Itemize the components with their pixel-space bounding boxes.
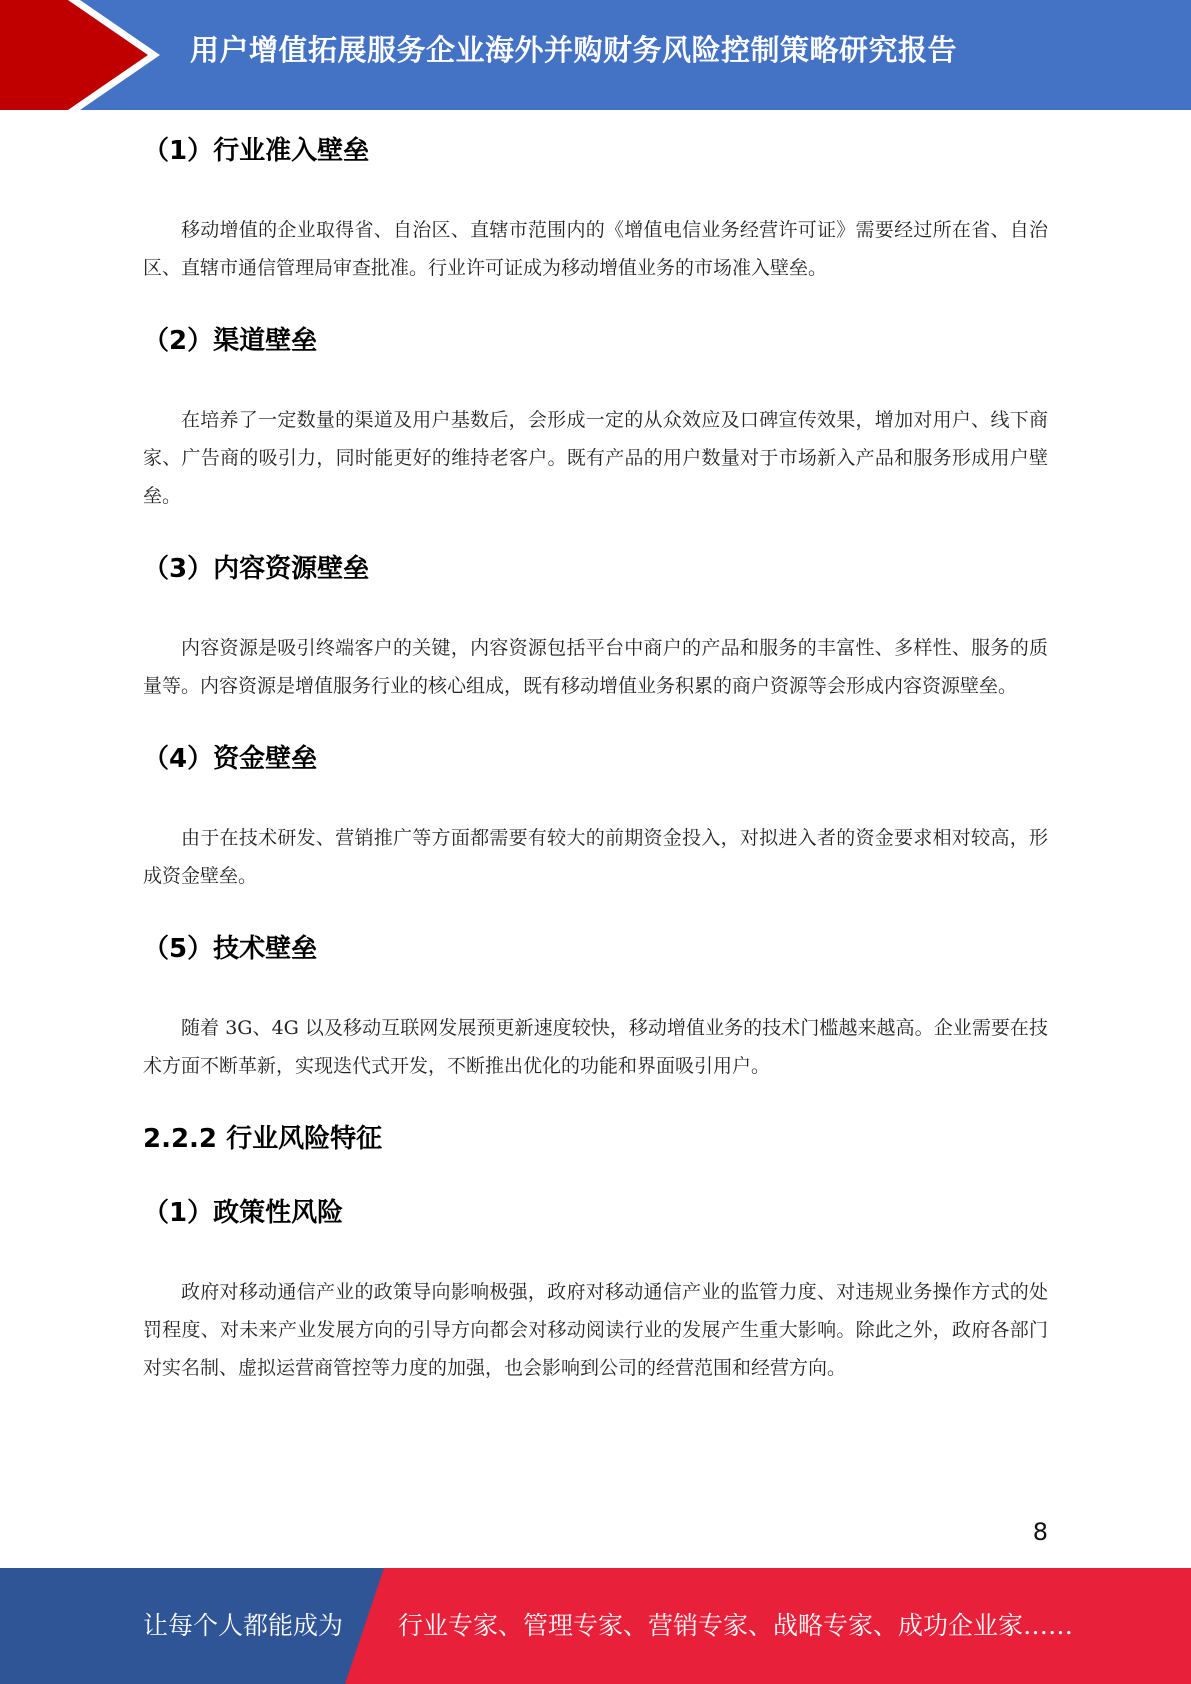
risk-paragraph: 政府对移动通信产业的政策导向影响极强，政府对移动通信产业的监管力度、对违规业务操作方式的处罚程度、对未来产业发展方向的引导方向都会对移动阅读行业的发展产生重大影响。除此之外，政府各部门对实名制、虚拟运营商管控等力度的加强，也会影响到公司的经营范围和经营方向。: [143, 1281, 1048, 1379]
section-paragraph: 内容资源是吸引终端客户的关键，内容资源包括平台中商户的产品和服务的丰富性、多样性、服务的质量等。内容资源是增值服务行业的核心组成，既有移动增值业务积累的商户资源等会形成内容资源壁垒。: [143, 637, 1048, 697]
page-content: [143, 110, 1048, 1387]
footer-slogan-right: 行业专家、管理专家、营销专家、战略专家、成功企业家……: [398, 1611, 1074, 1640]
section-heading: （1）行业准入壁垒: [143, 136, 370, 166]
page-header: [0, 0, 1191, 110]
section-paragraph: 随着 3G、4G 以及移动互联网发展预更新速度较快，移动增值业务的技术门槛越来越高。企业需要在技术方面不断革新，实现迭代式开发，不断推出优化的功能和界面吸引用户。: [143, 1017, 1048, 1077]
section-paragraph: 在培养了一定数量的渠道及用户基数后，会形成一定的从众效应及口碑宣传效果，增加对用户、线下商家、广告商的吸引力，同时能更好的维持老客户。既有产品的用户数量对于市场新入产品和服务形成用户壁垒。: [143, 409, 1048, 507]
section-paragraph: 由于在技术研发、营销推广等方面都需要有较大的前期资金投入，对拟进入者的资金要求相对较高，形成资金壁垒。: [143, 827, 1048, 887]
section-heading: （5）技术壁垒: [143, 934, 318, 964]
risk-heading: （1）政策性风险: [143, 1198, 344, 1228]
page-number: 8: [1032, 1518, 1048, 1546]
subsection-heading: 2.2.2 行业风险特征: [143, 1124, 383, 1154]
footer-slogan-left: 让每个人都能成为: [143, 1611, 344, 1640]
section-heading: （3）内容资源壁垒: [143, 554, 370, 584]
section-paragraph: 移动增值的企业取得省、自治区、直辖市范围内的《增值电信业务经营许可证》需要经过所在省、自治区、直辖市通信管理局审查批准。行业许可证成为移动增值业务的市场准入壁垒。: [143, 219, 1048, 279]
document-title: 用户增值拓展服务企业海外并购财务风险控制策略研究报告: [190, 33, 958, 67]
page-footer: [0, 1568, 1191, 1684]
section-heading: （4）资金壁垒: [143, 744, 318, 774]
section-heading: （2）渠道壁垒: [143, 326, 318, 356]
